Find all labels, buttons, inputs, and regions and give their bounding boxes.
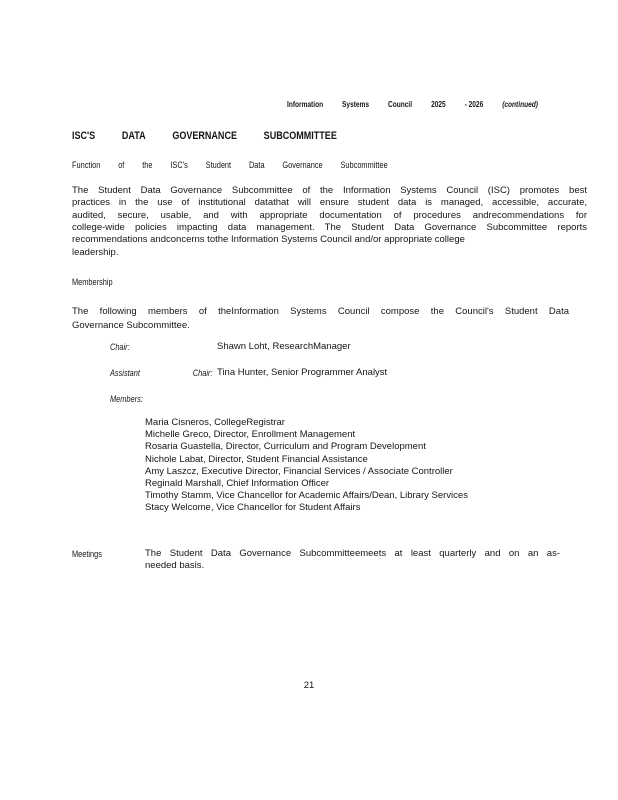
title-segment: SUBCOMMITTEE — [263, 130, 337, 142]
members-list — [145, 417, 468, 515]
assistant-chair-label-word: Chair: — [192, 368, 213, 378]
function-subheading — [72, 160, 388, 170]
function-word: Student — [205, 160, 232, 170]
header-segment: 2025 — [431, 100, 446, 109]
member-list-item: Reginald Marshall, Chief Information Officer — [145, 478, 330, 490]
section-title — [72, 130, 337, 142]
title-segment: GOVERNANCE — [172, 130, 237, 142]
function-word: Governance — [282, 160, 323, 170]
assistant-chair-label — [110, 368, 213, 378]
paragraph-line: The Student Data Governance Subcommittee of the Information Systems Council (ISC) promotes best — [72, 185, 587, 196]
chair-value: Shawn Loht, ResearchManager — [217, 341, 351, 352]
member-list-item: Maria Cisneros, CollegeRegistrar — [145, 417, 285, 428]
paragraph-line: leadership. — [72, 246, 119, 258]
chair-label: Chair: — [110, 342, 130, 352]
function-word: of — [118, 160, 125, 170]
function-word: ISC's — [170, 160, 188, 170]
paragraph-line: audited, secure, usable, and with appropriate documentation of procedures andrecommendations for — [72, 209, 587, 221]
member-list-item: Nichole Labat, Director, Student Financial Assistance — [145, 453, 368, 465]
member-list-item: Rosaria Guastella, Director, Curriculum and Program Development — [145, 441, 426, 453]
title-segment: ISC'S — [72, 130, 96, 142]
member-list-item: Amy Laszcz, Executive Director, Financial Services / Associate Controller — [145, 465, 453, 477]
meetings-paragraph — [145, 548, 560, 573]
paragraph-line: Governance Subcommittee. — [72, 319, 190, 331]
page-number: 21 — [303, 680, 315, 691]
assistant-chair-label-word: Assistant — [110, 368, 140, 378]
member-list-item: Stacy Welcome, Vice Chancellor for Student Affairs — [145, 502, 361, 514]
membership-intro-paragraph — [72, 305, 569, 332]
paragraph-line: The following members of theInformation Systems Council compose the Council's Student Data — [72, 306, 569, 317]
header-segment: Systems — [342, 100, 370, 109]
header-segment: - 2026 — [464, 100, 484, 109]
paragraph-line: recommendations andconcerns tothe Information Systems Council and/or appropriate college — [72, 234, 465, 246]
member-list-item: Timothy Stamm, Vice Chancellor for Academic Affairs/Dean, Library Services — [145, 490, 468, 502]
paragraph-line: needed basis. — [145, 560, 205, 572]
header-continued-note: (continued) — [502, 100, 538, 109]
meetings-label: Meetings — [72, 549, 102, 559]
title-segment: DATA — [121, 130, 146, 142]
membership-heading: Membership — [72, 277, 113, 287]
intro-paragraph — [72, 185, 587, 259]
function-word: Data — [248, 160, 265, 170]
members-label: Members: — [110, 394, 143, 404]
paragraph-line: practices in the use of institutional datathat will ensure student data is managed, accessible, accurate, — [72, 197, 587, 209]
assistant-chair-value: Tina Hunter, Senior Programmer Analyst — [217, 367, 388, 378]
function-word: Subcommittee — [340, 160, 388, 170]
paragraph-line: college-wide policies impacting data management. The Student Data Governance Subcommittee reports — [72, 222, 587, 234]
paragraph-line: The Student Data Governance Subcommitteemeets at least quarterly and on an as- — [145, 548, 560, 559]
header-segment: Council — [388, 100, 413, 109]
function-word: the — [142, 160, 153, 170]
function-word: Function — [72, 160, 101, 170]
header-segment: Information — [287, 100, 324, 109]
running-header — [287, 100, 538, 109]
member-list-item: Michelle Greco, Director, Enrollment Management — [145, 429, 356, 441]
